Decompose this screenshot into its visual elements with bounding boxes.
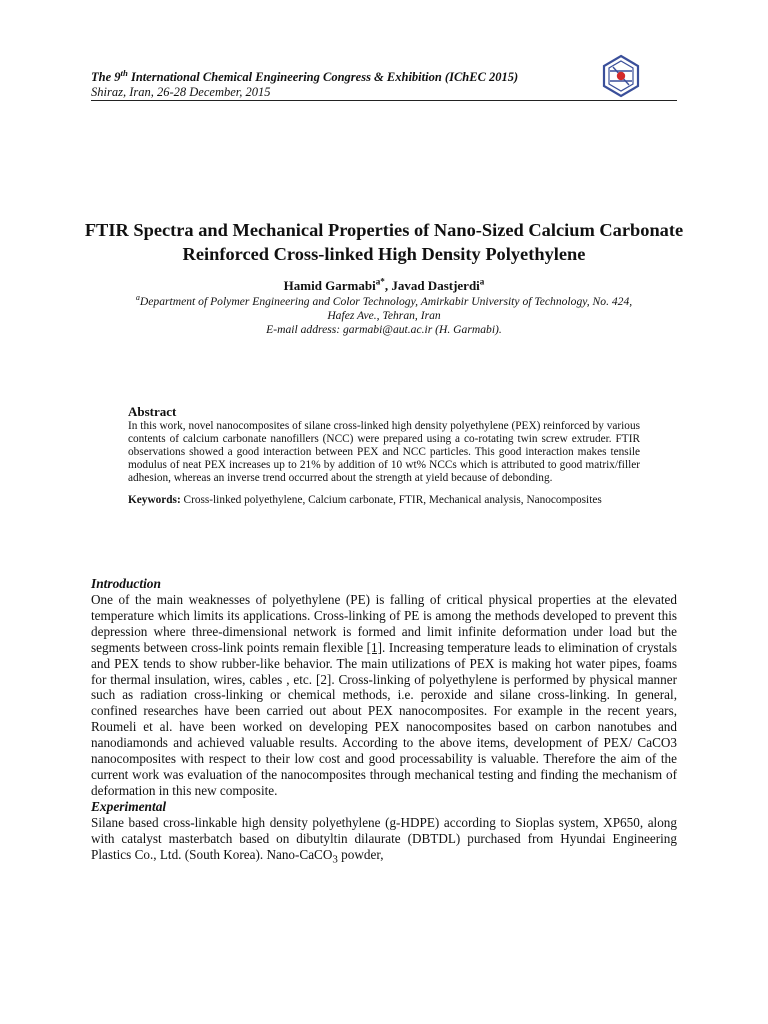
conference-logo-icon bbox=[598, 53, 644, 99]
abstract-section bbox=[128, 404, 640, 508]
paper-title: FTIR Spectra and Mechanical Properties of Nano-Sized Calcium Carbonate Reinforced Cross-linked High Density Polyethylene bbox=[84, 220, 684, 264]
reference-link[interactable]: [1] bbox=[366, 639, 383, 655]
abstract-text: In this work, novel nanocomposites of silane cross-linked high density polyethylene (PEX) reinforced by various contents of calcium carbonate nanofillers (NCC) were prepared using a co-rotating twin screw extruder. FTIR observations showed a good interaction between PEX and NCC particles. This good interaction makes tensile modulus of neat PEX increases up to 21% by addition of 10 wt% NCCs which is attributed to good matrix/filler adhesion, whereas an inverse trend occurred about the strength at yield because of debonding. bbox=[128, 420, 640, 485]
introduction-paragraph: One of the main weaknesses of polyethylene (PE) is falling of critical physical properties at the elevated temperature which limits its applications. Cross-linking of PE is among the methods developed to prevent this depression where three-dimensional network is formed and limit infinite deformation under load but the segments between cross-link points remain flexible [1]. Increasing temperature leads to elimination of crystals and PEX tends to show rubber-like behavior. The main utilizations of PEX is making hot water pipes, foams for thermal insulation, wires, cables , etc. [2]. Cross-linking of polyethylene is performed by physical manner such as radiation cross-linking or chemical methods, i.e. peroxide and silane cross-linking. In general, confined researches have been carried out about PEX nanocomposites. For example in the recent years, Roumeli et al. have been worked on developing PEX nanocomposites based on carbon nanotubes and nanodiamonds and achieved valuable results. According to the above items, development of PEX/ CaCO3 nanocomposites with respect to their low cost and good processability is valuable. Therefore the aim of the current work was evaluation of the nanocomposites through mechanical testing and finding the mechanism of deformation in this new composite. bbox=[91, 592, 678, 798]
body-text bbox=[91, 576, 677, 868]
conference-location: Shiraz, Iran, 26-28 December, 2015 bbox=[91, 85, 271, 99]
abstract-heading: Abstract bbox=[128, 404, 177, 419]
conference-header bbox=[91, 69, 681, 100]
affiliation: $^a$Department of Polymer Engineering and Color Technology, Amirkabir University of Technology, No. 424, Hafez Ave., Tehran, Iran E-mail address: garmabi@aut.ac.ir (H. Garmabi). bbox=[86, 295, 682, 337]
experimental-paragraph: Silane based cross-linkable high density polyethylene (g-HDPE) according to Sioplas system, XP650, along with catalyst masterbatch based on dibutyltin dilaurate (DBTDL) purchased from Hyundai Engineering Plastics Co., Ltd. (South Korea). Nano-CaCO$_3$ powder, bbox=[91, 814, 677, 866]
author-line: Hamid Garmabi$^{a*}$, Javad Dastjerdi$^a$ bbox=[283, 276, 485, 293]
conference-name: The 9th International Chemical Engineering Congress & Exhibition (IChEC 2015) bbox=[91, 67, 519, 84]
email-address: E-mail address: garmabi@aut.ac.ir (H. Garmabi). bbox=[266, 323, 502, 336]
header-rule bbox=[91, 100, 677, 101]
keywords: Keywords: Cross-linked polyethylene, Calcium carbonate, FTIR, Mechanical analysis, Nanocomposites bbox=[128, 494, 602, 507]
introduction-heading: Introduction bbox=[91, 576, 161, 591]
experimental-heading: Experimental bbox=[91, 798, 167, 814]
